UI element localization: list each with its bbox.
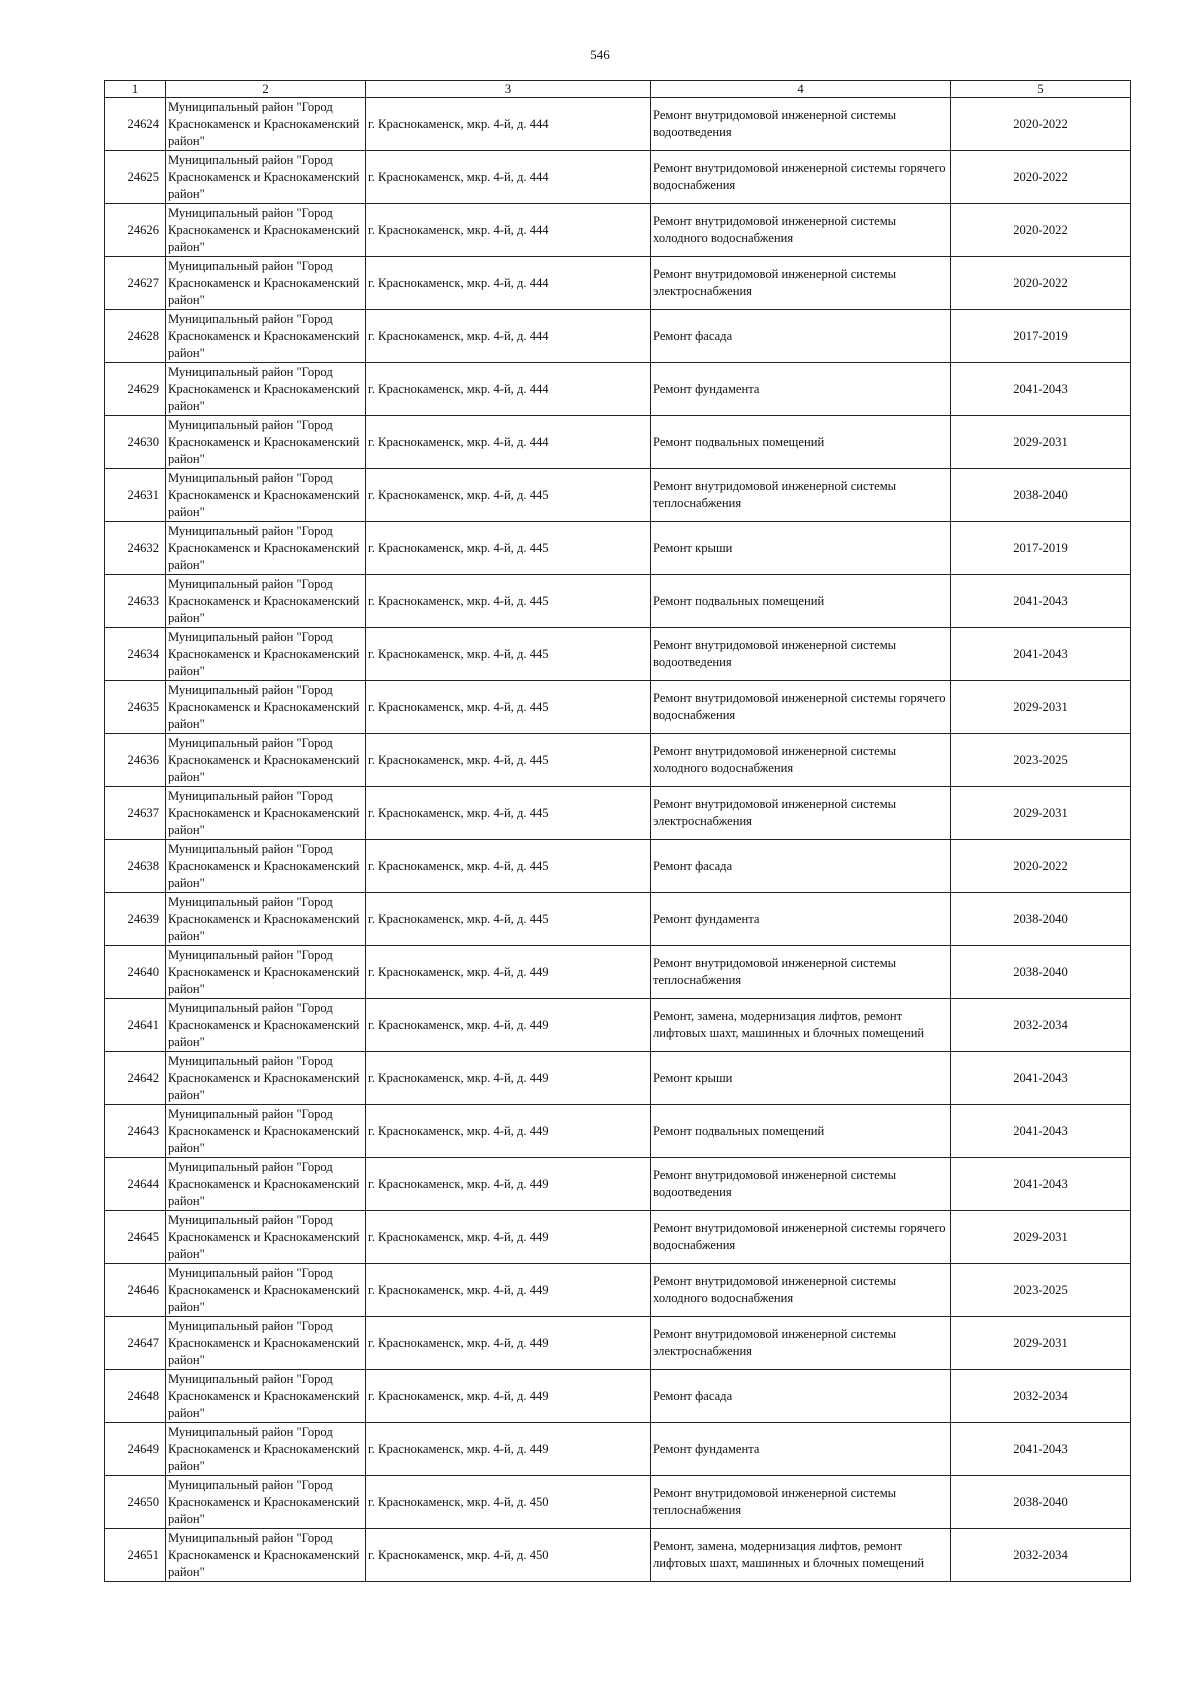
period-cell: 2038-2040 [951, 1476, 1131, 1529]
page-number: 546 [590, 47, 610, 62]
work-type-cell: Ремонт крыши [651, 522, 951, 575]
work-type-cell: Ремонт крыши [651, 1052, 951, 1105]
row-number-cell: 24624 [105, 98, 166, 151]
municipality-cell: Муниципальный район "Город Краснокаменск и Краснокаменский район" [166, 416, 366, 469]
row-number-cell: 24646 [105, 1264, 166, 1317]
municipality-cell: Муниципальный район "Город Краснокаменск и Краснокаменский район" [166, 1529, 366, 1582]
municipality-cell: Муниципальный район "Город Краснокаменск и Краснокаменский район" [166, 840, 366, 893]
table-row [105, 681, 1131, 734]
work-type-cell: Ремонт фасада [651, 310, 951, 363]
table-row [105, 469, 1131, 522]
period-cell: 2017-2019 [951, 310, 1131, 363]
municipality-cell: Муниципальный район "Город Краснокаменск и Краснокаменский район" [166, 1105, 366, 1158]
row-number-cell: 24640 [105, 946, 166, 999]
table-row [105, 999, 1131, 1052]
table-row [105, 1423, 1131, 1476]
address-cell: г. Краснокаменск, мкр. 4-й, д. 445 [366, 734, 651, 787]
capital-repair-table [104, 80, 1131, 1582]
work-type-cell: Ремонт, замена, модернизация лифтов, ремонт лифтовых шахт, машинных и блочных помещений [651, 1529, 951, 1582]
table-row [105, 310, 1131, 363]
table-row [105, 522, 1131, 575]
work-type-cell: Ремонт внутридомовой инженерной системы водоотведения [651, 1158, 951, 1211]
period-cell: 2041-2043 [951, 1158, 1131, 1211]
municipality-cell: Муниципальный район "Город Краснокаменск и Краснокаменский район" [166, 575, 366, 628]
table-row [105, 151, 1131, 204]
row-number-cell: 24625 [105, 151, 166, 204]
address-cell: г. Краснокаменск, мкр. 4-й, д. 449 [366, 1264, 651, 1317]
table-row [105, 1052, 1131, 1105]
work-type-cell: Ремонт фундамента [651, 363, 951, 416]
period-cell: 2041-2043 [951, 628, 1131, 681]
address-cell: г. Краснокаменск, мкр. 4-й, д. 445 [366, 575, 651, 628]
period-cell: 2023-2025 [951, 1264, 1131, 1317]
period-cell: 2041-2043 [951, 1105, 1131, 1158]
address-cell: г. Краснокаменск, мкр. 4-й, д. 444 [366, 363, 651, 416]
address-cell: г. Краснокаменск, мкр. 4-й, д. 444 [366, 204, 651, 257]
table-row [105, 893, 1131, 946]
row-number-cell: 24651 [105, 1529, 166, 1582]
municipality-cell: Муниципальный район "Город Краснокаменск и Краснокаменский район" [166, 628, 366, 681]
work-type-cell: Ремонт фасада [651, 840, 951, 893]
period-cell: 2020-2022 [951, 151, 1131, 204]
period-cell: 2029-2031 [951, 681, 1131, 734]
row-number-cell: 24645 [105, 1211, 166, 1264]
municipality-cell: Муниципальный район "Город Краснокаменск и Краснокаменский район" [166, 204, 366, 257]
column-header-1: 1 [105, 81, 166, 98]
row-number-cell: 24631 [105, 469, 166, 522]
period-cell: 2032-2034 [951, 1370, 1131, 1423]
municipality-cell: Муниципальный район "Город Краснокаменск и Краснокаменский район" [166, 946, 366, 999]
period-cell: 2041-2043 [951, 1423, 1131, 1476]
period-cell: 2029-2031 [951, 1211, 1131, 1264]
address-cell: г. Краснокаменск, мкр. 4-й, д. 450 [366, 1529, 651, 1582]
row-number-cell: 24638 [105, 840, 166, 893]
work-type-cell: Ремонт подвальных помещений [651, 1105, 951, 1158]
municipality-cell: Муниципальный район "Город Краснокаменск и Краснокаменский район" [166, 310, 366, 363]
row-number-cell: 24632 [105, 522, 166, 575]
row-number-cell: 24635 [105, 681, 166, 734]
header-row [105, 81, 1131, 98]
column-header-3: 3 [366, 81, 651, 98]
row-number-cell: 24644 [105, 1158, 166, 1211]
municipality-cell: Муниципальный район "Город Краснокаменск и Краснокаменский район" [166, 734, 366, 787]
table-row [105, 787, 1131, 840]
table-header [105, 81, 1131, 98]
row-number-cell: 24650 [105, 1476, 166, 1529]
table-row [105, 98, 1131, 151]
municipality-cell: Муниципальный район "Город Краснокаменск и Краснокаменский район" [166, 1052, 366, 1105]
work-type-cell: Ремонт фундамента [651, 893, 951, 946]
address-cell: г. Краснокаменск, мкр. 4-й, д. 445 [366, 787, 651, 840]
work-type-cell: Ремонт внутридомовой инженерной системы теплоснабжения [651, 469, 951, 522]
municipality-cell: Муниципальный район "Город Краснокаменск и Краснокаменский район" [166, 1264, 366, 1317]
work-type-cell: Ремонт внутридомовой инженерной системы холодного водоснабжения [651, 204, 951, 257]
period-cell: 2041-2043 [951, 1052, 1131, 1105]
table-body [105, 98, 1131, 1582]
address-cell: г. Краснокаменск, мкр. 4-й, д. 449 [366, 1211, 651, 1264]
period-cell: 2038-2040 [951, 469, 1131, 522]
row-number-cell: 24634 [105, 628, 166, 681]
address-cell: г. Краснокаменск, мкр. 4-й, д. 444 [366, 151, 651, 204]
period-cell: 2017-2019 [951, 522, 1131, 575]
table-row [105, 1211, 1131, 1264]
column-header-4: 4 [651, 81, 951, 98]
municipality-cell: Муниципальный район "Город Краснокаменск и Краснокаменский район" [166, 1211, 366, 1264]
period-cell: 2038-2040 [951, 946, 1131, 999]
address-cell: г. Краснокаменск, мкр. 4-й, д. 449 [366, 1317, 651, 1370]
period-cell: 2020-2022 [951, 204, 1131, 257]
table-row [105, 734, 1131, 787]
work-type-cell: Ремонт внутридомовой инженерной системы водоотведения [651, 628, 951, 681]
municipality-cell: Муниципальный район "Город Краснокаменск и Краснокаменский район" [166, 363, 366, 416]
period-cell: 2041-2043 [951, 575, 1131, 628]
table-row [105, 1476, 1131, 1529]
work-type-cell: Ремонт подвальных помещений [651, 575, 951, 628]
period-cell: 2032-2034 [951, 1529, 1131, 1582]
row-number-cell: 24633 [105, 575, 166, 628]
address-cell: г. Краснокаменск, мкр. 4-й, д. 444 [366, 416, 651, 469]
work-type-cell: Ремонт внутридомовой инженерной системы электроснабжения [651, 257, 951, 310]
municipality-cell: Муниципальный район "Город Краснокаменск и Краснокаменский район" [166, 681, 366, 734]
row-number-cell: 24626 [105, 204, 166, 257]
work-type-cell: Ремонт внутридомовой инженерной системы горячего водоснабжения [651, 681, 951, 734]
period-cell: 2029-2031 [951, 416, 1131, 469]
address-cell: г. Краснокаменск, мкр. 4-й, д. 444 [366, 257, 651, 310]
period-cell: 2029-2031 [951, 787, 1131, 840]
period-cell: 2038-2040 [951, 893, 1131, 946]
table-row [105, 204, 1131, 257]
work-type-cell: Ремонт внутридомовой инженерной системы горячего водоснабжения [651, 1211, 951, 1264]
row-number-cell: 24642 [105, 1052, 166, 1105]
period-cell: 2032-2034 [951, 999, 1131, 1052]
row-number-cell: 24649 [105, 1423, 166, 1476]
address-cell: г. Краснокаменск, мкр. 4-й, д. 445 [366, 628, 651, 681]
row-number-cell: 24639 [105, 893, 166, 946]
work-type-cell: Ремонт фасада [651, 1370, 951, 1423]
column-header-2: 2 [166, 81, 366, 98]
table-row [105, 257, 1131, 310]
work-type-cell: Ремонт внутридомовой инженерной системы холодного водоснабжения [651, 734, 951, 787]
address-cell: г. Краснокаменск, мкр. 4-й, д. 445 [366, 469, 651, 522]
table-row [105, 1370, 1131, 1423]
address-cell: г. Краснокаменск, мкр. 4-й, д. 449 [366, 1158, 651, 1211]
address-cell: г. Краснокаменск, мкр. 4-й, д. 445 [366, 893, 651, 946]
address-cell: г. Краснокаменск, мкр. 4-й, д. 449 [366, 1423, 651, 1476]
period-cell: 2023-2025 [951, 734, 1131, 787]
work-type-cell: Ремонт внутридомовой инженерной системы горячего водоснабжения [651, 151, 951, 204]
address-cell: г. Краснокаменск, мкр. 4-й, д. 449 [366, 946, 651, 999]
municipality-cell: Муниципальный район "Город Краснокаменск и Краснокаменский район" [166, 151, 366, 204]
table-row [105, 575, 1131, 628]
municipality-cell: Муниципальный район "Город Краснокаменск и Краснокаменский район" [166, 1158, 366, 1211]
municipality-cell: Муниципальный район "Город Краснокаменск и Краснокаменский район" [166, 893, 366, 946]
table-row [105, 363, 1131, 416]
table-row [105, 840, 1131, 893]
work-type-cell: Ремонт внутридомовой инженерной системы теплоснабжения [651, 946, 951, 999]
address-cell: г. Краснокаменск, мкр. 4-й, д. 444 [366, 98, 651, 151]
work-type-cell: Ремонт подвальных помещений [651, 416, 951, 469]
row-number-cell: 24630 [105, 416, 166, 469]
municipality-cell: Муниципальный район "Город Краснокаменск и Краснокаменский район" [166, 787, 366, 840]
municipality-cell: Муниципальный район "Город Краснокаменск и Краснокаменский район" [166, 469, 366, 522]
address-cell: г. Краснокаменск, мкр. 4-й, д. 445 [366, 522, 651, 575]
work-type-cell: Ремонт внутридомовой инженерной системы холодного водоснабжения [651, 1264, 951, 1317]
work-type-cell: Ремонт внутридомовой инженерной системы водоотведения [651, 98, 951, 151]
table-row [105, 628, 1131, 681]
municipality-cell: Муниципальный район "Город Краснокаменск и Краснокаменский район" [166, 1423, 366, 1476]
municipality-cell: Муниципальный район "Город Краснокаменск и Краснокаменский район" [166, 1370, 366, 1423]
row-number-cell: 24628 [105, 310, 166, 363]
period-cell: 2020-2022 [951, 257, 1131, 310]
table-row [105, 1317, 1131, 1370]
table-row [105, 1105, 1131, 1158]
work-type-cell: Ремонт внутридомовой инженерной системы электроснабжения [651, 1317, 951, 1370]
period-cell: 2029-2031 [951, 1317, 1131, 1370]
work-type-cell: Ремонт, замена, модернизация лифтов, ремонт лифтовых шахт, машинных и блочных помещений [651, 999, 951, 1052]
period-cell: 2020-2022 [951, 840, 1131, 893]
address-cell: г. Краснокаменск, мкр. 4-й, д. 449 [366, 1370, 651, 1423]
row-number-cell: 24648 [105, 1370, 166, 1423]
address-cell: г. Краснокаменск, мкр. 4-й, д. 449 [366, 999, 651, 1052]
address-cell: г. Краснокаменск, мкр. 4-й, д. 449 [366, 1105, 651, 1158]
work-type-cell: Ремонт внутридомовой инженерной системы теплоснабжения [651, 1476, 951, 1529]
municipality-cell: Муниципальный район "Город Краснокаменск и Краснокаменский район" [166, 257, 366, 310]
municipality-cell: Муниципальный район "Город Краснокаменск и Краснокаменский район" [166, 522, 366, 575]
row-number-cell: 24636 [105, 734, 166, 787]
municipality-cell: Муниципальный район "Город Краснокаменск и Краснокаменский район" [166, 999, 366, 1052]
column-header-5: 5 [951, 81, 1131, 98]
row-number-cell: 24629 [105, 363, 166, 416]
table-row [105, 1158, 1131, 1211]
address-cell: г. Краснокаменск, мкр. 4-й, д. 445 [366, 681, 651, 734]
table-row [105, 1264, 1131, 1317]
address-cell: г. Краснокаменск, мкр. 4-й, д. 444 [366, 310, 651, 363]
municipality-cell: Муниципальный район "Город Краснокаменск и Краснокаменский район" [166, 98, 366, 151]
row-number-cell: 24641 [105, 999, 166, 1052]
table-row [105, 416, 1131, 469]
row-number-cell: 24627 [105, 257, 166, 310]
table-row [105, 946, 1131, 999]
period-cell: 2020-2022 [951, 98, 1131, 151]
address-cell: г. Краснокаменск, мкр. 4-й, д. 445 [366, 840, 651, 893]
work-type-cell: Ремонт внутридомовой инженерной системы электроснабжения [651, 787, 951, 840]
municipality-cell: Муниципальный район "Город Краснокаменск и Краснокаменский район" [166, 1476, 366, 1529]
row-number-cell: 24637 [105, 787, 166, 840]
address-cell: г. Краснокаменск, мкр. 4-й, д. 449 [366, 1052, 651, 1105]
row-number-cell: 24643 [105, 1105, 166, 1158]
row-number-cell: 24647 [105, 1317, 166, 1370]
work-type-cell: Ремонт фундамента [651, 1423, 951, 1476]
municipality-cell: Муниципальный район "Город Краснокаменск и Краснокаменский район" [166, 1317, 366, 1370]
address-cell: г. Краснокаменск, мкр. 4-й, д. 450 [366, 1476, 651, 1529]
period-cell: 2041-2043 [951, 363, 1131, 416]
table-row [105, 1529, 1131, 1582]
